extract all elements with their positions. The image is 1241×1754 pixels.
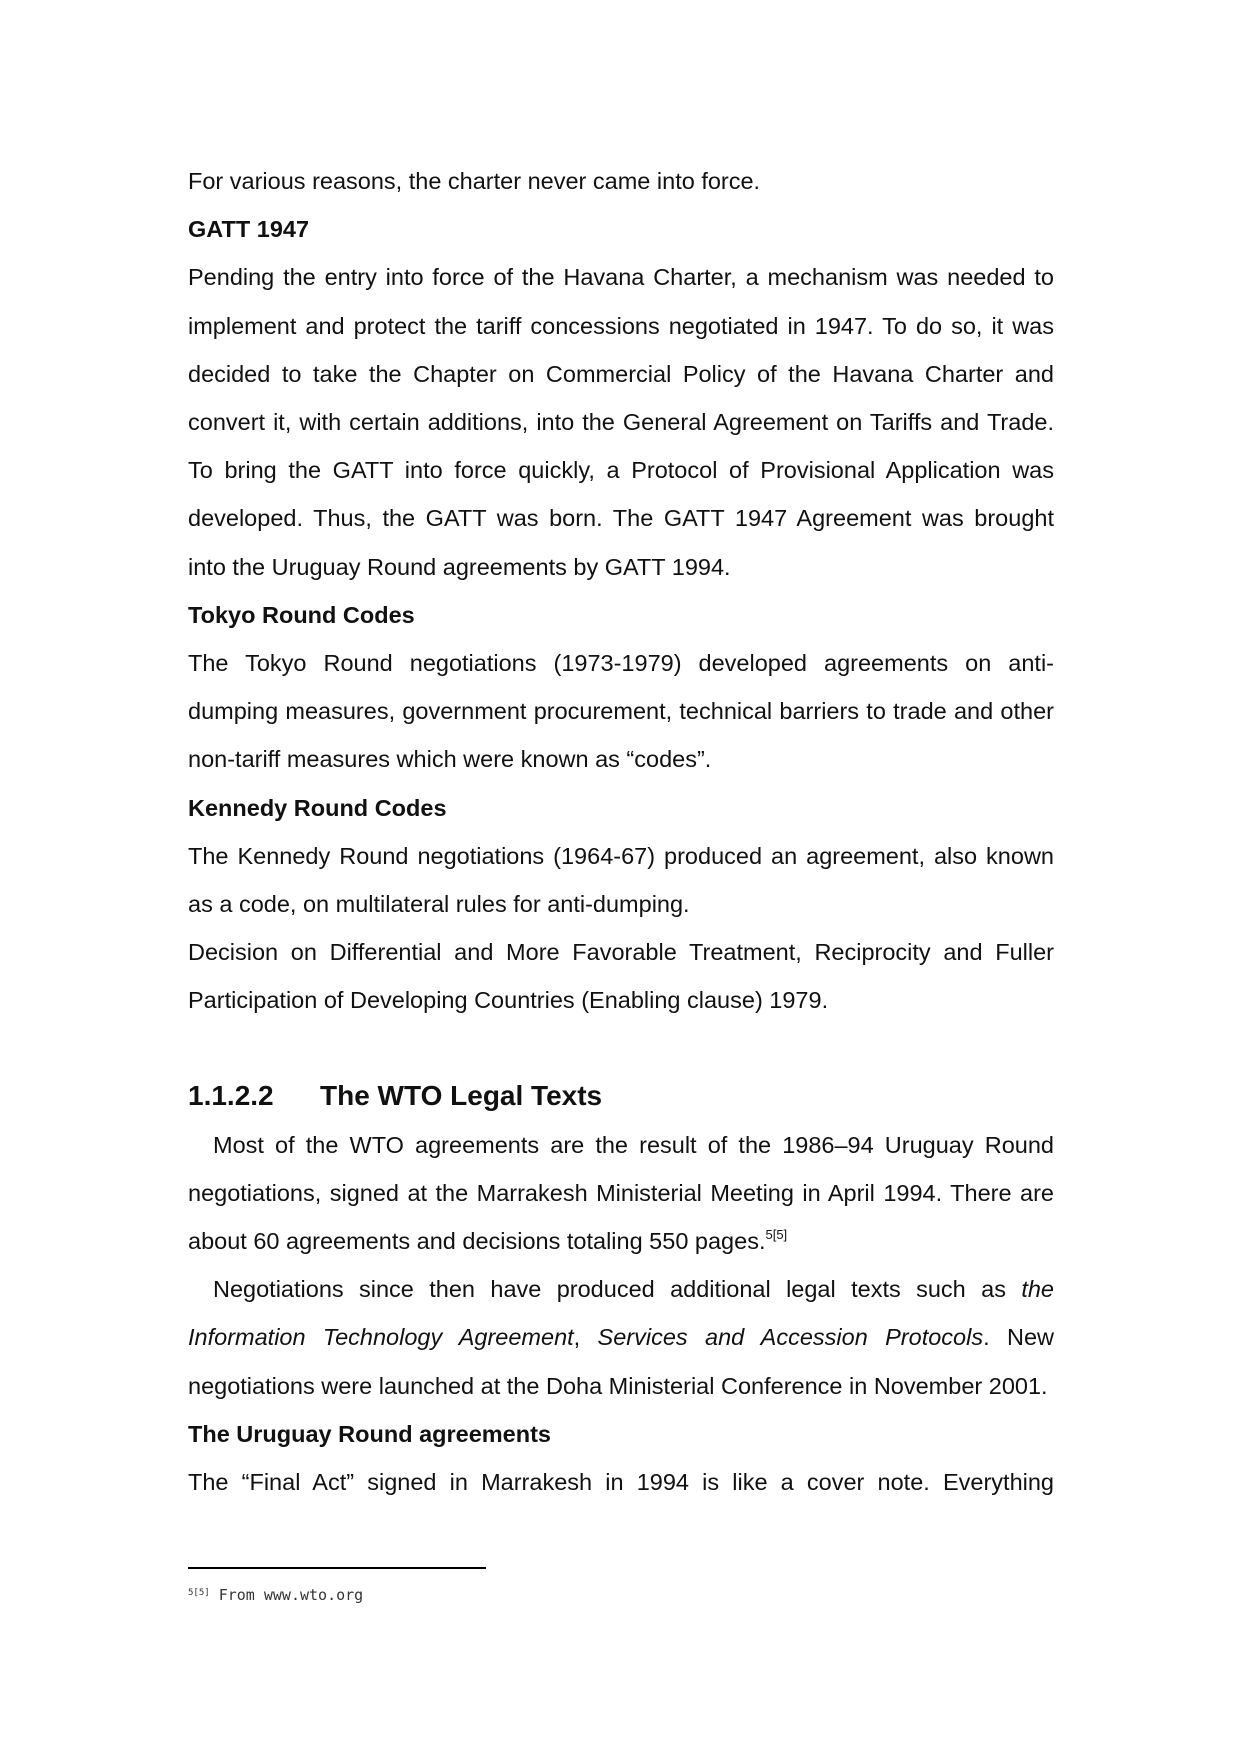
services-protocols-title: Services and Accession Protocols: [597, 1324, 984, 1351]
page-body: [188, 157, 1054, 1506]
footnote-separator: [188, 1567, 486, 1569]
paragraph-negotiations: [188, 1265, 1054, 1410]
paragraph-charter: For various reasons, the charter never came into force.: [188, 168, 761, 194]
paragraph-final-act: The “Final Act” signed in Marrakesh in 1994 is like a cover note. Everything: [188, 1469, 1054, 1496]
heading-tokyo-round-codes: Tokyo Round Codes: [188, 601, 415, 628]
section-heading: [188, 1071, 1054, 1121]
section-number: 1.1.2.2: [188, 1079, 274, 1111]
paragraph-gatt-1947: Pending the entry into force of the Havana Charter, a mechanism was needed to implement and protect the tariff concessions negotiated in 1947. To do so, it was decided to take the Chapter on Commercial Policy of the Havana Charter and convert it, with certain additions, into the General Agreement on Tariffs and Trade. To bring the GATT into force quickly, a Protocol of Provisional Application was developed. Thus, the GATT was born. The GATT 1947 Agreement was brought into the Uruguay Round agreements by GATT 1994.: [188, 264, 1054, 580]
paragraph-tokyo-round: The Tokyo Round negotiations (1973-1979) developed agreements on anti-dumping measures, government procurement, technical barriers to trade and other non-tariff measures which were known as “codes”.: [188, 650, 1054, 773]
heading-kennedy-round-codes: Kennedy Round Codes: [188, 794, 447, 821]
footnote-text: From www.wto.org: [218, 1586, 364, 1604]
footnote-reference[interactable]: 5[5]: [765, 1227, 788, 1243]
paragraph-wto-agreements: [188, 1121, 1054, 1266]
heading-gatt-1947: GATT 1947: [188, 216, 310, 243]
paragraph-kennedy-round: The Kennedy Round negotiations (1964-67) produced an agreement, also known as a code, on multilateral rules for anti-dumping.: [188, 842, 1054, 918]
paragraph-enabling-clause: Decision on Differential and More Favorable Treatment, Reciprocity and Fuller Participation of Developing Countries (Enabling clause) 1979.: [188, 939, 1054, 1014]
paragraph-wto-agreements-text: Most of the WTO agreements are the result of the 1986–94 Uruguay Round negotiations, signed at the Marrakesh Ministerial Meeting in April 1994. There are about 60 agreements and decisions totaling 550 pages.: [188, 1131, 1054, 1255]
footnote-marker: 5[5]: [188, 1588, 210, 1598]
it-agreement-title: the Information Technology Agreement: [188, 1276, 1054, 1351]
footnote: [188, 1585, 363, 1605]
negotiations-separator: ,: [573, 1324, 598, 1351]
section-title: The WTO Legal Texts: [320, 1079, 603, 1111]
negotiations-text-start: Negotiations since then have produced additional legal texts such as: [213, 1276, 1022, 1303]
negotiations-text-end: . New negotiations were launched at the Doha Ministerial Conference in November 2001.: [188, 1324, 1054, 1399]
heading-uruguay-round-agreements: The Uruguay Round agreements: [188, 1420, 551, 1447]
